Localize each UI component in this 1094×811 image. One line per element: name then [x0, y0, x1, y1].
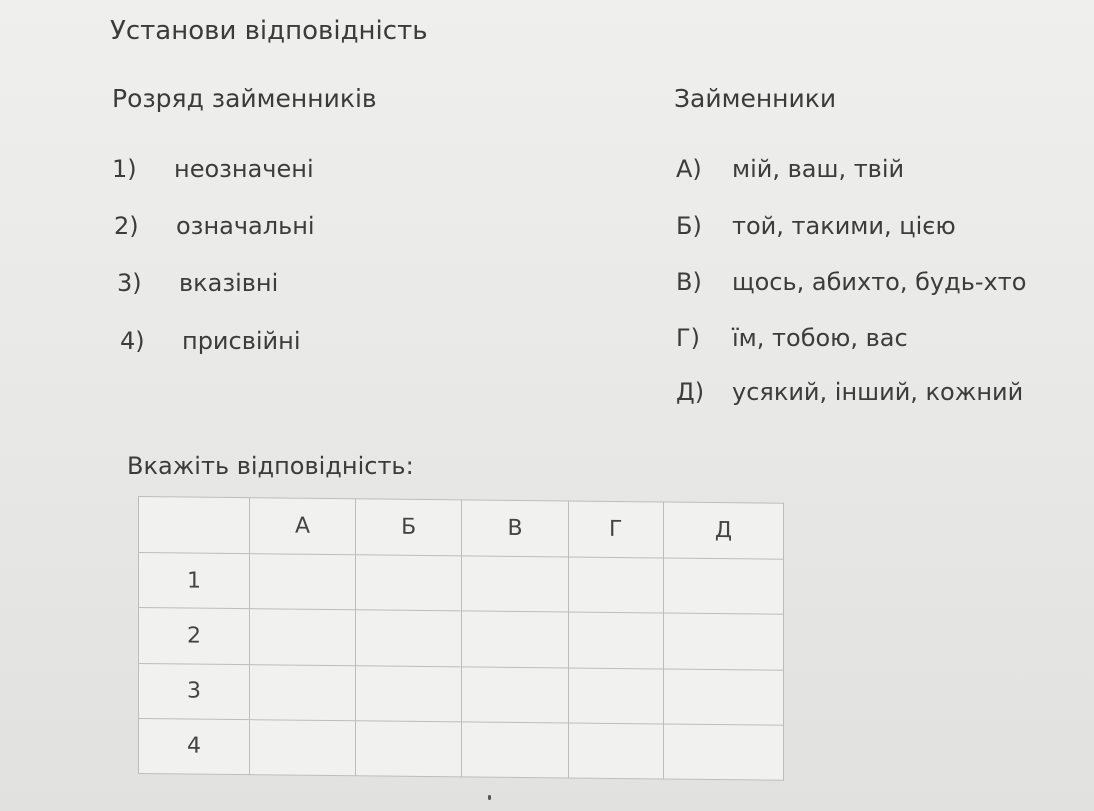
answer-cell[interactable] [250, 609, 356, 665]
item-text: щось, абихто, будь-хто [732, 268, 1027, 296]
answer-cell[interactable] [462, 666, 568, 722]
item-letter: Д) [676, 378, 705, 406]
answer-cell[interactable] [663, 669, 783, 725]
row-header: 1 [139, 553, 250, 609]
pen-mark [488, 795, 491, 800]
row-header: 2 [139, 608, 250, 664]
column-header: А [250, 498, 356, 555]
right-item-a [676, 155, 904, 183]
row-header: 4 [139, 718, 250, 774]
page-title: Установи відповідність [110, 16, 428, 46]
item-number: 3) [117, 269, 142, 297]
answer-cell[interactable] [250, 664, 356, 720]
table-header-row [139, 497, 784, 560]
answer-cell[interactable] [356, 610, 462, 666]
left-item-3 [117, 269, 278, 297]
answer-table [138, 496, 784, 781]
answer-cell[interactable] [663, 558, 783, 614]
answer-cell[interactable] [462, 722, 568, 778]
item-text: мій, ваш, твій [732, 155, 905, 183]
answer-cell[interactable] [356, 721, 462, 777]
column-header: В [462, 500, 568, 557]
item-text: означальні [176, 212, 315, 240]
answer-cell[interactable] [663, 613, 783, 669]
item-text: той, такими, цією [732, 212, 956, 240]
right-item-b [676, 212, 956, 240]
column-header: Б [356, 499, 462, 556]
left-item-2 [114, 212, 315, 240]
left-item-4 [120, 327, 301, 355]
table-row [139, 718, 784, 780]
answer-cell[interactable] [250, 554, 356, 610]
right-item-h [676, 324, 908, 352]
answer-cell[interactable] [462, 556, 568, 612]
row-header: 3 [139, 663, 250, 719]
item-number: 1) [112, 155, 137, 183]
answer-cell[interactable] [568, 668, 663, 724]
answer-cell[interactable] [356, 665, 462, 721]
item-letter: В) [676, 268, 702, 296]
item-text: їм, тобою, вас [732, 324, 908, 352]
item-text: вказівні [179, 269, 279, 297]
right-column-header: Займенники [674, 84, 837, 113]
item-number: 4) [120, 327, 145, 355]
right-item-d [676, 378, 1023, 406]
item-letter: А) [676, 155, 702, 183]
answer-cell[interactable] [462, 611, 568, 667]
table-row [139, 663, 784, 725]
item-letter: Б) [676, 212, 702, 240]
left-item-1 [112, 155, 314, 183]
instruction-text: Вкажіть відповідність: [127, 452, 414, 480]
item-number: 2) [114, 212, 139, 240]
item-letter: Г) [676, 324, 700, 352]
left-column-header: Розряд займенників [112, 84, 377, 113]
corner-cell [139, 497, 250, 554]
item-text: присвійні [182, 327, 301, 355]
answer-cell[interactable] [356, 555, 462, 611]
column-header: Г [568, 501, 663, 558]
right-item-v [676, 268, 1026, 296]
column-header: Д [663, 502, 783, 559]
answer-cell[interactable] [250, 719, 356, 775]
answer-cell[interactable] [568, 557, 663, 613]
table-row [139, 553, 784, 615]
item-text: усякий, інший, кожний [732, 378, 1024, 406]
answer-cell[interactable] [568, 612, 663, 668]
table-row [139, 608, 784, 670]
answer-cell[interactable] [663, 724, 783, 780]
answer-cell[interactable] [568, 723, 663, 779]
item-text: неозначені [174, 155, 314, 183]
